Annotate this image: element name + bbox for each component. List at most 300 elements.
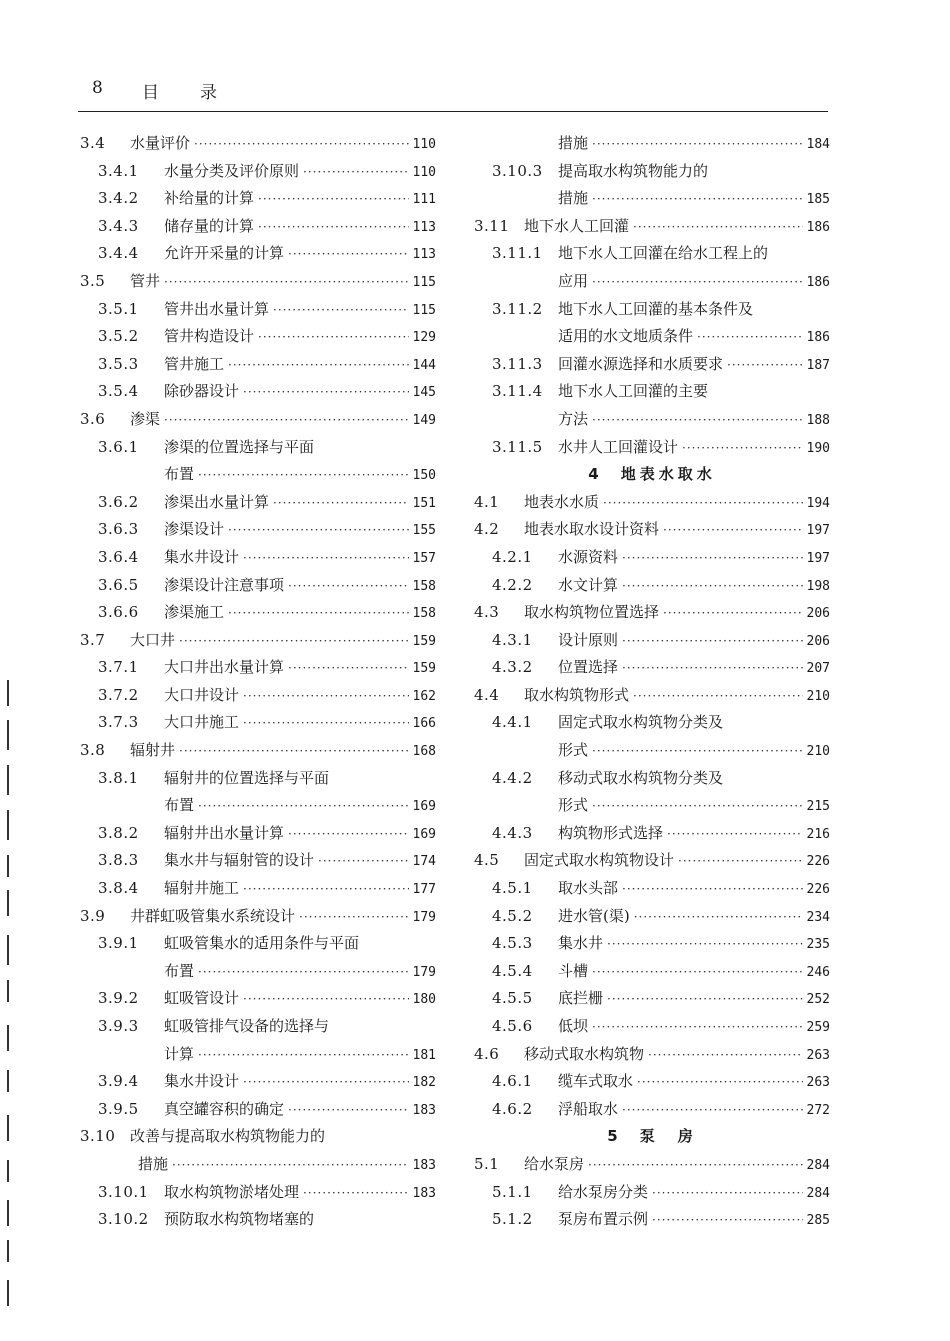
toc-entry[interactable] xyxy=(474,875,830,903)
toc-entry-number: 3.8.4 xyxy=(98,879,139,898)
toc-entry[interactable] xyxy=(80,213,436,241)
toc-entry-page: 159 xyxy=(412,633,436,649)
toc-entry-title: 水量评价 xyxy=(130,134,191,152)
toc-entry[interactable] xyxy=(474,323,830,351)
toc-entry[interactable] xyxy=(474,1206,830,1234)
toc-leader-dots xyxy=(667,821,803,849)
toc-leader-dots xyxy=(682,435,803,463)
toc-entry-number: 3.4 xyxy=(80,134,106,152)
toc-entry-title: 虹吸管排气设备的选择与 xyxy=(164,1017,330,1035)
toc-leader-dots xyxy=(288,1097,409,1125)
toc-entry-page: 210 xyxy=(806,744,830,760)
toc-entry-page: 263 xyxy=(806,1075,830,1091)
toc-entry[interactable] xyxy=(474,930,830,958)
toc-entry-title: 渗渠出水量计算 xyxy=(164,492,270,511)
toc-entry-number: 3.7 xyxy=(80,630,106,649)
toc-entry[interactable] xyxy=(474,1151,830,1179)
toc-entry[interactable] xyxy=(474,378,830,406)
toc-entry[interactable] xyxy=(474,765,830,793)
toc-leader-dots xyxy=(622,628,803,656)
toc-entry[interactable] xyxy=(80,434,436,462)
toc-entry-title: 地表水水质 xyxy=(524,492,600,511)
toc-entry-number: 5.1.1 xyxy=(492,1182,533,1201)
toc-entry[interactable] xyxy=(80,792,436,820)
toc-entry[interactable] xyxy=(474,213,830,241)
toc-entry[interactable] xyxy=(80,875,436,903)
toc-leader-dots xyxy=(652,1207,803,1235)
toc-entry-number: 3.10.2 xyxy=(98,1210,149,1229)
toc-entry-page: 150 xyxy=(412,468,436,484)
toc-leader-dots xyxy=(592,1014,803,1042)
toc-entry[interactable] xyxy=(80,737,436,765)
toc-entry-page: 210 xyxy=(806,688,830,704)
toc-entry-number: 3.11.5 xyxy=(492,437,543,456)
toc-entry[interactable] xyxy=(474,709,830,737)
toc-entry[interactable] xyxy=(474,682,830,710)
toc-entry-title: 大口井施工 xyxy=(164,713,240,732)
toc-entry[interactable] xyxy=(80,516,436,544)
toc-entry-title: 设计原则 xyxy=(558,630,619,649)
toc-entry[interactable] xyxy=(474,1096,830,1124)
toc-leader-dots xyxy=(303,1180,409,1208)
toc-entry[interactable] xyxy=(80,654,436,682)
toc-entry-page: 186 xyxy=(806,219,830,235)
toc-entry-number: 3.5.3 xyxy=(98,354,139,373)
toc-entry-title: 渗渠设计 xyxy=(164,520,225,539)
toc-entry[interactable] xyxy=(80,323,436,351)
toc-leader-dots xyxy=(273,490,409,518)
toc-entry-title: 回灌水源选择和水质要求 xyxy=(558,354,724,373)
toc-entry-number: 3.8.3 xyxy=(98,851,139,870)
toc-entry-number: 3.7.3 xyxy=(98,713,139,732)
toc-entry-page: 197 xyxy=(806,550,830,566)
toc-right-column xyxy=(474,130,830,1234)
toc-entry-page: 259 xyxy=(806,1020,830,1035)
chapter-title: 泵 房 xyxy=(639,1127,697,1146)
toc-entry[interactable] xyxy=(474,461,830,489)
toc-entry[interactable] xyxy=(80,1041,436,1069)
toc-entry-number: 3.6.5 xyxy=(98,575,139,594)
toc-entry[interactable] xyxy=(80,158,436,186)
toc-entry[interactable] xyxy=(80,1206,436,1234)
scan-margin-marks xyxy=(7,680,9,1320)
chapter-number: 5 xyxy=(607,1127,622,1146)
toc-entry-number: 3.10.3 xyxy=(492,161,543,180)
toc-entry-title: 集水井设计 xyxy=(164,1072,240,1091)
toc-entry-title: 水井人工回灌设计 xyxy=(558,437,679,456)
toc-entry-number: 3.6 xyxy=(80,409,106,428)
toc-entry-page: 216 xyxy=(806,826,830,842)
toc-entry-page: 226 xyxy=(806,882,830,898)
toc-entry-page: 149 xyxy=(412,412,436,428)
toc-entry-title: 虹吸管设计 xyxy=(164,989,240,1008)
toc-entry-title: 取水头部 xyxy=(558,879,619,898)
toc-leader-dots xyxy=(243,876,409,904)
toc-entry[interactable] xyxy=(80,765,436,793)
toc-entry-title: 适用的水文地质条件 xyxy=(558,327,694,346)
toc-entry-title: 大口井出水量计算 xyxy=(164,658,285,677)
toc-entry[interactable] xyxy=(474,627,830,655)
toc-entry-title: 集水井与辐射管的设计 xyxy=(164,851,315,870)
toc-entry-page: 285 xyxy=(806,1213,830,1229)
toc-entry-title: 地表水取水设计资料 xyxy=(524,520,660,539)
toc-entry-page: 110 xyxy=(412,164,436,180)
toc-entry[interactable] xyxy=(80,930,436,958)
toc-entry-page: 181 xyxy=(412,1047,436,1063)
toc-entry[interactable] xyxy=(80,544,436,572)
toc-entry[interactable] xyxy=(80,351,436,379)
toc-leader-dots xyxy=(243,379,409,407)
toc-entry-page: 284 xyxy=(806,1185,830,1201)
toc-entry[interactable] xyxy=(474,1179,830,1207)
toc-entry-title: 固定式取水构筑物设计 xyxy=(524,851,675,870)
toc-leader-dots xyxy=(697,324,803,352)
toc-entry-page: 246 xyxy=(806,964,830,980)
toc-leader-dots xyxy=(164,269,409,297)
toc-entry-page: 110 xyxy=(412,137,436,152)
toc-leader-dots xyxy=(663,600,803,628)
toc-entry[interactable] xyxy=(80,489,436,517)
toc-leader-dots xyxy=(663,517,803,545)
toc-entry[interactable] xyxy=(474,599,830,627)
toc-leader-dots xyxy=(678,848,803,876)
toc-entry-title: 进水管(渠) xyxy=(558,906,630,925)
toc-entry-number: 4.3.1 xyxy=(492,630,533,649)
toc-entry-number: 3.8.2 xyxy=(98,823,139,842)
toc-entry-number: 4.5.4 xyxy=(492,961,533,980)
toc-entry[interactable] xyxy=(80,709,436,737)
toc-entry[interactable] xyxy=(474,544,830,572)
toc-entry-title: 补给量的计算 xyxy=(164,189,255,208)
toc-entry[interactable] xyxy=(474,351,830,379)
toc-entry-page: 198 xyxy=(806,578,830,594)
toc-entry-title: 低坝 xyxy=(558,1017,589,1035)
toc-entry-title: 地下水人工回灌的主要 xyxy=(558,382,709,401)
toc-entry[interactable] xyxy=(80,903,436,931)
toc-entry[interactable] xyxy=(80,627,436,655)
toc-entry[interactable] xyxy=(80,240,436,268)
toc-entry-title: 渗渠 xyxy=(130,409,161,428)
toc-entry-title: 辐射井施工 xyxy=(164,879,240,898)
toc-entry-page: 162 xyxy=(412,688,436,704)
toc-entry-number: 3.4.3 xyxy=(98,216,139,235)
toc-entry[interactable] xyxy=(80,1123,436,1151)
toc-entry[interactable] xyxy=(80,296,436,324)
toc-leader-dots xyxy=(228,600,409,628)
toc-entry-title: 布置 xyxy=(164,796,195,815)
chapter-title: 地表水取水 xyxy=(620,465,716,484)
toc-entry-title: 给水泵房分类 xyxy=(558,1182,649,1201)
toc-entry-number: 4.3.2 xyxy=(492,658,533,677)
toc-entry-page: 145 xyxy=(412,385,436,401)
toc-entry-title: 取水构筑物淤堵处理 xyxy=(164,1182,300,1201)
toc-entry-title: 辐射井的位置选择与平面 xyxy=(164,768,330,787)
toc-entry-number: 3.8.1 xyxy=(98,768,139,787)
toc-entry[interactable] xyxy=(474,240,830,268)
toc-entry-number: 3.11.3 xyxy=(492,354,543,373)
toc-leader-dots xyxy=(592,131,803,159)
toc-entry-number: 3.5.1 xyxy=(98,299,139,318)
toc-entry-page: 263 xyxy=(806,1047,830,1063)
toc-entry-page: 168 xyxy=(412,744,436,760)
toc-entry-page: 157 xyxy=(412,550,436,566)
toc-entry[interactable] xyxy=(474,1013,830,1041)
toc-entry-number: 4.4.2 xyxy=(492,768,533,787)
toc-entry-title: 储存量的计算 xyxy=(164,216,255,235)
toc-leader-dots xyxy=(622,545,803,573)
toc-entry[interactable] xyxy=(474,820,830,848)
toc-entry-title: 布置 xyxy=(164,465,195,484)
toc-entry-title: 渗渠设计注意事项 xyxy=(164,575,285,594)
toc-entry-page: 190 xyxy=(806,440,830,456)
toc-entry-number: 4.5.6 xyxy=(492,1017,533,1035)
toc-entry-number: 4.6.2 xyxy=(492,1099,533,1118)
toc-entry[interactable] xyxy=(474,985,830,1013)
toc-entry-title: 渗渠施工 xyxy=(164,603,225,622)
toc-entry-number: 3.5.2 xyxy=(98,327,139,346)
toc-leader-dots xyxy=(198,959,409,987)
toc-entry-page: 234 xyxy=(806,909,830,925)
toc-entry[interactable] xyxy=(474,268,830,296)
toc-leader-dots xyxy=(637,1069,803,1097)
toc-leader-dots xyxy=(592,269,803,297)
toc-entry-number: 3.6.1 xyxy=(98,437,139,456)
toc-entry[interactable] xyxy=(474,903,830,931)
toc-entry-number: 3.9.4 xyxy=(98,1072,139,1091)
toc-entry-title: 辐射井出水量计算 xyxy=(164,823,285,842)
toc-entry-page: 186 xyxy=(806,330,830,346)
toc-entry-page: 115 xyxy=(412,302,436,318)
chapter-number: 4 xyxy=(588,465,603,484)
toc-entry-title: 斗槽 xyxy=(558,961,589,980)
toc-entry-title: 集水井设计 xyxy=(164,547,240,566)
toc-entry-number: 5.1.2 xyxy=(492,1210,533,1229)
toc-leader-dots xyxy=(258,324,409,352)
toc-entry-number: 4.4.1 xyxy=(492,713,533,732)
toc-entry-number: 4.1 xyxy=(474,492,500,511)
toc-entry-page: 179 xyxy=(412,964,436,980)
toc-entry[interactable] xyxy=(474,737,830,765)
toc-entry[interactable] xyxy=(80,572,436,600)
toc-entry-title: 固定式取水构筑物分类及 xyxy=(558,713,724,732)
toc-entry[interactable] xyxy=(474,406,830,434)
toc-entry[interactable] xyxy=(474,158,830,186)
toc-entry-title: 水量分类及评价原则 xyxy=(164,161,300,180)
toc-entry[interactable] xyxy=(80,378,436,406)
toc-entry-page: 186 xyxy=(806,274,830,290)
toc-entry[interactable] xyxy=(80,268,436,296)
toc-entry[interactable] xyxy=(80,1013,436,1041)
toc-leader-dots xyxy=(243,545,409,573)
toc-entry[interactable] xyxy=(474,654,830,682)
toc-leader-dots xyxy=(592,793,803,821)
toc-entry-number: 4.5.3 xyxy=(492,934,533,953)
toc-entry-page: 113 xyxy=(412,219,436,235)
toc-entry-title: 取水构筑物形式 xyxy=(524,685,630,704)
toc-entry[interactable] xyxy=(80,1151,436,1179)
toc-entry-title: 位置选择 xyxy=(558,658,619,677)
header-title-first-char: 目 xyxy=(142,83,159,103)
toc-entry-page: 272 xyxy=(806,1102,830,1118)
toc-entry[interactable] xyxy=(474,958,830,986)
toc-entry[interactable] xyxy=(474,185,830,213)
toc-entry-page: 174 xyxy=(412,854,436,870)
toc-entry-page: 144 xyxy=(412,357,436,373)
toc-entry-title: 井群虹吸管集水系统设计 xyxy=(130,906,296,925)
toc-entry-page: 151 xyxy=(412,495,436,511)
toc-entry[interactable] xyxy=(80,958,436,986)
toc-leader-dots xyxy=(622,655,803,683)
toc-entry-page: 179 xyxy=(412,909,436,925)
toc-entry-title: 地下水人工回灌 xyxy=(524,216,630,235)
toc-entry-page: 187 xyxy=(806,357,830,373)
toc-entry-title: 水文计算 xyxy=(558,575,619,594)
toc-leader-dots xyxy=(198,793,409,821)
toc-leader-dots xyxy=(318,848,409,876)
toc-entry[interactable] xyxy=(474,1123,830,1151)
toc-entry-page: 184 xyxy=(806,137,830,152)
toc-leader-dots xyxy=(179,628,409,656)
toc-entry[interactable] xyxy=(80,985,436,1013)
toc-entry-page: 111 xyxy=(412,192,436,208)
toc-entry[interactable] xyxy=(80,185,436,213)
toc-entry[interactable] xyxy=(80,1068,436,1096)
toc-leader-dots xyxy=(622,573,803,601)
toc-entry[interactable] xyxy=(80,461,436,489)
toc-leader-dots xyxy=(198,1042,409,1070)
toc-entry-title: 措施 xyxy=(558,134,589,152)
toc-entry-page: 183 xyxy=(412,1157,436,1173)
toc-entry[interactable] xyxy=(474,572,830,600)
toc-leader-dots xyxy=(592,186,803,214)
toc-leader-dots xyxy=(592,738,803,766)
toc-entry-title: 管井 xyxy=(130,271,161,290)
toc-entry-page: 158 xyxy=(412,606,436,622)
toc-leader-dots xyxy=(607,986,803,1014)
toc-entry-number: 4.2 xyxy=(474,520,500,539)
toc-entry-title: 措施 xyxy=(138,1154,169,1173)
toc-entry-number: 3.9 xyxy=(80,906,106,925)
toc-entry-title: 形式 xyxy=(558,741,589,760)
toc-leader-dots xyxy=(228,352,409,380)
toc-entry-title: 构筑物形式选择 xyxy=(558,823,664,842)
toc-entry[interactable] xyxy=(474,1041,830,1069)
toc-entry[interactable] xyxy=(474,1068,830,1096)
toc-entry[interactable] xyxy=(80,847,436,875)
toc-leader-dots xyxy=(603,490,803,518)
toc-entry[interactable] xyxy=(80,1096,436,1124)
toc-entry-title: 允许开采量的计算 xyxy=(164,244,285,263)
toc-entry-title: 虹吸管集水的适用条件与平面 xyxy=(164,934,360,953)
toc-leader-dots xyxy=(243,683,409,711)
toc-entry-page: 166 xyxy=(412,716,436,732)
toc-entry-number: 4.5.1 xyxy=(492,879,533,898)
toc-entry[interactable] xyxy=(474,489,830,517)
toc-entry-title: 辐射井 xyxy=(130,741,176,760)
toc-entry-title: 计算 xyxy=(164,1044,195,1063)
toc-entry[interactable] xyxy=(80,682,436,710)
toc-leader-dots xyxy=(288,573,409,601)
toc-leader-dots xyxy=(194,131,409,159)
toc-entry[interactable] xyxy=(80,599,436,627)
toc-entry[interactable] xyxy=(474,847,830,875)
toc-entry-page: 177 xyxy=(412,882,436,898)
toc-entry-page: 185 xyxy=(806,192,830,208)
toc-entry-page: 182 xyxy=(412,1075,436,1091)
toc-leader-dots xyxy=(622,1097,803,1125)
toc-entry[interactable] xyxy=(80,820,436,848)
toc-entry-title: 改善与提高取水构筑物能力的 xyxy=(130,1127,326,1146)
toc-entry-title: 地下水人工回灌的基本条件及 xyxy=(558,299,754,318)
toc-entry-title: 应用 xyxy=(558,271,589,290)
toc-entry-page: 207 xyxy=(806,661,830,677)
toc-entry-number: 4.2.2 xyxy=(492,575,533,594)
toc-entry-number: 3.6.2 xyxy=(98,492,139,511)
toc-leader-dots xyxy=(258,186,409,214)
toc-entry-title: 集水井 xyxy=(558,934,604,953)
toc-entry[interactable] xyxy=(474,296,830,324)
toc-leader-dots xyxy=(633,683,803,711)
toc-entry-number: 4.2.1 xyxy=(492,547,533,566)
toc-entry-number: 3.5.4 xyxy=(98,382,139,401)
toc-entry[interactable] xyxy=(474,792,830,820)
toc-entry[interactable] xyxy=(474,434,830,462)
toc-entry-title: 移动式取水构筑物分类及 xyxy=(558,768,724,787)
toc-leader-dots xyxy=(607,931,803,959)
toc-entry-number: 4.4.3 xyxy=(492,823,533,842)
toc-entry-page: 188 xyxy=(806,412,830,428)
toc-leader-dots xyxy=(228,517,409,545)
toc-entry-number: 3.4.1 xyxy=(98,161,139,180)
toc-entry-number: 5.1 xyxy=(474,1154,500,1173)
toc-entry-title: 管井构造设计 xyxy=(164,327,255,346)
toc-entry-page: 115 xyxy=(412,274,436,290)
toc-leader-dots xyxy=(303,159,409,187)
toc-entry-page: 206 xyxy=(806,606,830,622)
toc-leader-dots xyxy=(727,352,803,380)
toc-entry-title: 渗渠的位置选择与平面 xyxy=(164,437,315,456)
toc-entry-title: 浮船取水 xyxy=(558,1099,619,1118)
toc-leader-dots xyxy=(288,821,409,849)
toc-leader-dots xyxy=(198,462,409,490)
toc-entry-number: 3.11.2 xyxy=(492,299,543,318)
toc-entry[interactable] xyxy=(80,130,436,158)
toc-entry[interactable] xyxy=(80,406,436,434)
toc-entry-page: 169 xyxy=(412,826,436,842)
toc-leader-dots xyxy=(633,214,803,242)
toc-entry-page: 129 xyxy=(412,330,436,346)
toc-entry-title: 泵房布置示例 xyxy=(558,1210,649,1229)
toc-entry[interactable] xyxy=(474,516,830,544)
toc-left-column xyxy=(80,130,436,1234)
toc-entry-page: 206 xyxy=(806,633,830,649)
toc-entry-page: 183 xyxy=(412,1102,436,1118)
toc-leader-dots xyxy=(622,876,803,904)
toc-entry[interactable] xyxy=(80,1179,436,1207)
toc-entry-title: 大口井 xyxy=(130,630,176,649)
toc-entry-number: 3.11.4 xyxy=(492,382,543,401)
toc-entry-number: 3.9.5 xyxy=(98,1099,139,1118)
toc-entry-number: 3.6.4 xyxy=(98,547,139,566)
toc-entry[interactable] xyxy=(474,130,830,158)
toc-entry-number: 4.5 xyxy=(474,851,500,870)
toc-entry-title: 缆车式取水 xyxy=(558,1072,634,1091)
toc-entry-number: 3.7.2 xyxy=(98,685,139,704)
toc-entry-title: 真空罐容积的确定 xyxy=(164,1099,285,1118)
toc-entry-title: 预防取水构筑物堵塞的 xyxy=(164,1210,315,1229)
toc-entry-number: 3.11.1 xyxy=(492,244,543,263)
toc-leader-dots xyxy=(243,1069,409,1097)
